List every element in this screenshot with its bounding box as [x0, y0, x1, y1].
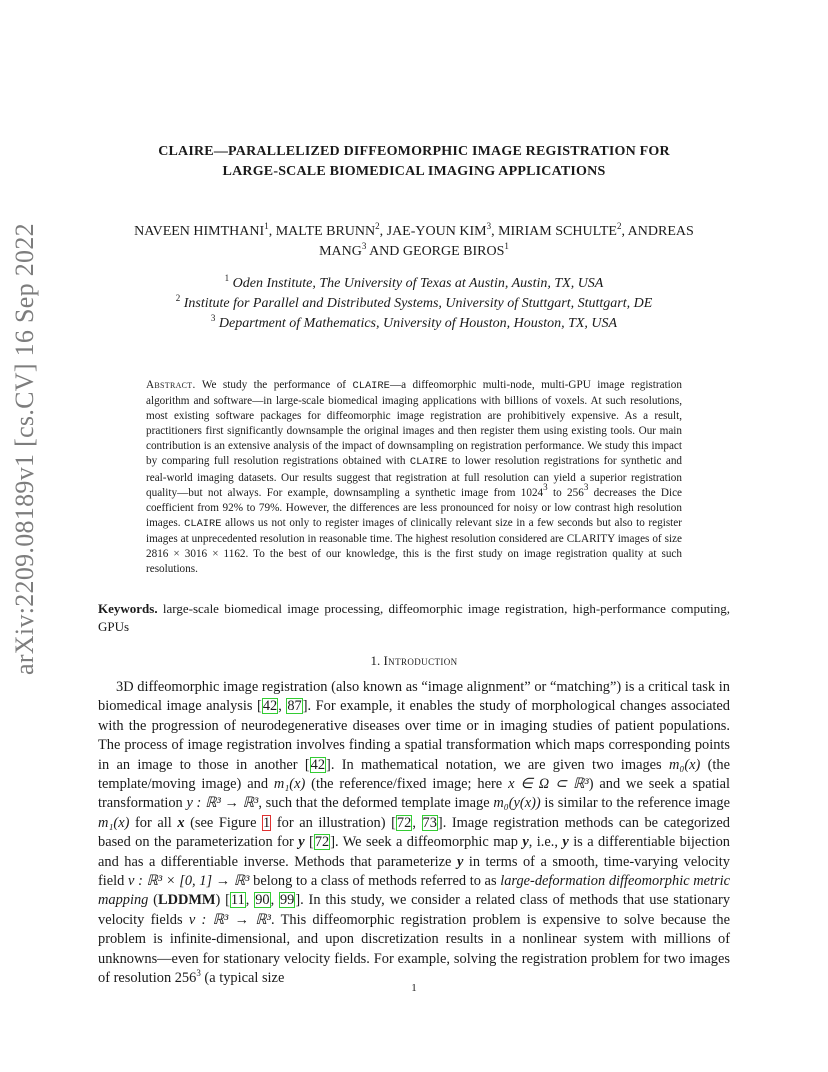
author-affil-mark: 3 [361, 241, 367, 251]
math-expression: m₁(x) [273, 776, 306, 793]
body-text: . This diffeomorphic registration problem is expensive to solve because the problem is infinite-dimensional, and upon discretization results in a nonlinear system with millions of unknowns—even for stationary velocity fields. For example, solving the registration problem for two images of resolution 256 [98, 911, 730, 987]
math-expression: m₀(y(x)) [493, 795, 541, 812]
math-expression: y [456, 853, 464, 870]
author-affil-mark: 1 [504, 241, 509, 251]
arxiv-identifier-text: arXiv:2209.08189v1 [cs.CV] 16 Sep 2022 [10, 223, 39, 675]
citation-link[interactable]: 72 [396, 814, 412, 831]
author-line-1 [90, 222, 738, 242]
body-text: ( [148, 892, 158, 909]
body-text: [ [304, 834, 314, 851]
body-text: , [245, 892, 255, 909]
citation-link[interactable]: 90 [255, 892, 270, 909]
software-name: CLAIRE [184, 517, 222, 530]
abstract-text: allows us not only to register images of clinically relevant size in a few seconds but also to register images at unprecedented resolution in reasonable time. The highest resolution considered are CLARITY images of size 2816 × 3016 × 1162. To the best of our knowledge, this is the first study on image registration quality at such resolutions. [146, 516, 682, 576]
body-text: is a differentiable bijection and has a differentiable inverse. Methods that parameterize [98, 834, 730, 870]
body-text: (see Figure [184, 814, 263, 831]
author-affil-mark: 2 [375, 221, 380, 231]
math-expression: v : ℝ³ → ℝ³ [188, 911, 271, 928]
citation-link[interactable]: 11 [230, 892, 245, 909]
math-expression: y [298, 834, 305, 851]
abstract-text: decreases the Dice coefficient from 92% to 79%. However, the differences are less pronounced for noisy or low contrast high resolution images. [146, 486, 683, 529]
body-text: , i.e., [528, 834, 563, 851]
math-expression: y [562, 834, 569, 851]
body-text: ]. Image registration methods can be categorized based on the parameterization for [98, 814, 730, 851]
keywords [98, 600, 730, 636]
section-title-text: Introduction [383, 653, 458, 668]
body-text: , [270, 892, 279, 909]
exponent: 3 [196, 968, 201, 979]
body-text: ]. In mathematical notation, we are given two images [326, 756, 669, 773]
keywords-text: large-scale biomedical image processing, diffeomorphic image registration, high-performance computing, GPUs [98, 601, 730, 634]
citation-link[interactable]: 99 [279, 892, 295, 909]
body-text: ) [ [215, 892, 230, 909]
body-text: (the template/moving image) and [98, 756, 730, 793]
affiliation-mark: 1 [224, 273, 230, 283]
citation-link[interactable]: 42 [262, 698, 278, 715]
software-name: CLAIRE [352, 380, 390, 392]
exponent: 3 [543, 481, 548, 492]
body-text: 3D diffeomorphic image registration (also known as “image alignment” or “matching”) is a critical task in biomedical image analysis [ [98, 679, 730, 715]
affiliation-list [100, 274, 728, 334]
citation-link[interactable]: 87 [287, 698, 302, 715]
math-expression: x [177, 814, 185, 831]
affiliation-text: Institute for Parallel and Distributed Systems, University of Stuttgart, Stuttgart, DE [183, 296, 653, 311]
author-kim: , JAE-YOUN KIM [379, 224, 487, 239]
affiliation-2 [100, 294, 728, 314]
introduction-paragraph [98, 678, 730, 989]
math-expression: m₁(x) [98, 814, 130, 831]
body-text: for all [129, 814, 178, 831]
body-text: is similar to the reference image [540, 795, 731, 812]
affiliation-text: Department of Mathematics, University of Houston, Houston, TX, USA [218, 316, 618, 331]
abstract-text: —a diffeomorphic multi-node, multi-GPU image registration algorithm and software—in large-scale biomedical imaging applications with billions of voxels. At such resolutions, most existing software packages for diffeomorphic image registration are prohibitively expensive. As a result, practitioners first significantly downsample the original images and then register them using existing tools. Our main contribution is an extensive analysis of the impact of downsampling on registration performance. We study this impact by comparing full resolution registrations obtained with [146, 379, 682, 468]
affiliation-text: Oden Institute, The University of Texas at Austin, Austin, TX, USA [232, 276, 604, 291]
body-text: (a typical size [200, 970, 285, 987]
body-text: , [412, 814, 422, 831]
author-affil-mark: 3 [486, 221, 492, 231]
body-text: ) and we seek a spatial transformation [98, 776, 731, 812]
affiliation-mark: 2 [175, 293, 181, 303]
affiliation-1 [100, 274, 728, 294]
page-number: 1 [411, 982, 417, 994]
author-mang-first: , ANDREAS [621, 224, 694, 239]
affiliation-mark: 3 [210, 313, 216, 323]
figure-link[interactable]: 1 [263, 814, 271, 831]
math-expression: y [522, 834, 529, 851]
author-brunn: , MALTE BRUNN [268, 224, 376, 239]
body-text: , such that the deformed template image [258, 795, 494, 812]
citation-link[interactable]: 42 [310, 756, 326, 773]
author-affil-mark: 2 [616, 221, 622, 231]
abstract [146, 378, 682, 577]
section-heading [98, 653, 730, 669]
author-list [90, 222, 738, 262]
author-affil-mark: 1 [264, 221, 269, 231]
body-text: (the reference/fixed image; here [305, 776, 509, 793]
body-text: for an illustration) [ [271, 814, 396, 831]
abstract-text: to 256 [547, 486, 584, 499]
section-number: 1. [370, 653, 381, 668]
body-text: , [278, 698, 287, 715]
body-text: ]. In this study, we consider a related class of methods that use stationary velocity fields [98, 892, 731, 928]
paper-title [100, 142, 728, 182]
abstract-text: to lower resolution registrations for synthetic and real-world imaging datasets. Our results suggest that registration at full resolution can yield a superior registration quality—but not always. For example, downsampling a synthetic image from 1024 [146, 455, 683, 499]
title-line-2: LARGE-SCALE BIOMEDICAL IMAGING APPLICATIONS [222, 164, 606, 179]
math-expression: v : ℝ³ × [0, 1] → ℝ³ [128, 873, 250, 890]
exponent: 3 [583, 481, 589, 492]
term-italic: large-deformation diffeomorphic metric mapping [98, 873, 730, 909]
affiliation-3 [100, 314, 728, 334]
keywords-label: Keywords. [98, 601, 158, 616]
body-text: ]. We seek a diffeomorphic map [330, 834, 523, 851]
title-line-1: CLAIRE—PARALLELIZED DIFFEOMORPHIC IMAGE REGISTRATION FOR [158, 144, 670, 159]
math-expression: m₀(x) [668, 756, 701, 773]
body-text: belong to a class of methods referred to as [249, 873, 501, 890]
abstract-text: We study the performance of [195, 379, 353, 391]
citation-link[interactable]: 72 [314, 834, 330, 851]
author-line-2 [90, 242, 738, 262]
body-text: in terms of a smooth, time-varying velocity field [98, 853, 730, 890]
author-mang-last: MANG [319, 244, 362, 259]
body-text: ]. For example, it enables the study of morphological changes associated with the progression of neurodegenerative diseases over time or in imaging studies of patient populations. The process of image registration involves finding a spatial transformation which maps corresponding points in an image to those in another [ [98, 698, 730, 773]
author-schulte: , MIRIAM SCHULTE [491, 224, 617, 239]
author-himthani: NAVEEN HIMTHANI [134, 224, 265, 239]
acronym-bold: LDDMM [157, 892, 216, 909]
arxiv-identifier [10, 223, 39, 676]
math-expression: y : ℝ³ → ℝ³ [186, 795, 259, 812]
author-biros: AND GEORGE BIROS [366, 244, 505, 259]
abstract-label: Abstract. [146, 379, 196, 391]
citation-link[interactable]: 73 [422, 814, 437, 831]
software-name: CLAIRE [409, 456, 448, 469]
math-expression: x ∈ Ω ⊂ ℝ³ [508, 776, 589, 793]
